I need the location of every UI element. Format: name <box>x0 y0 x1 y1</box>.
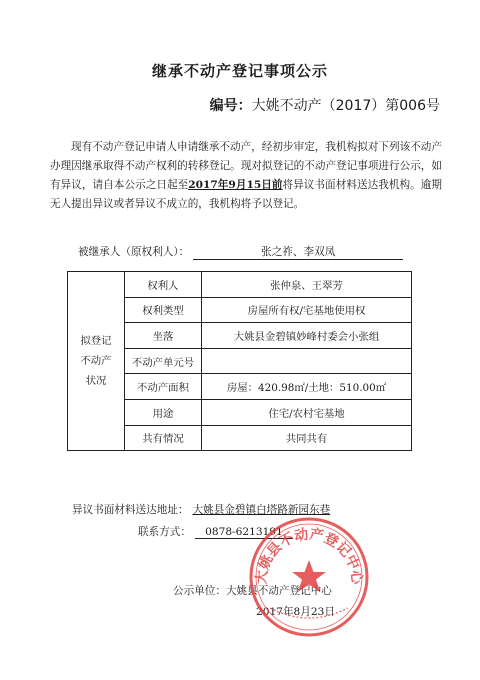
row-value <box>202 348 412 374</box>
side-label-line: 状况 <box>85 375 107 388</box>
address-value: 大姚县金碧镇白塔路新园东巷 <box>192 504 331 516</box>
row-label: 权利人 <box>125 272 202 298</box>
document-number-value: 大姚不动产（2017）第006号 <box>251 98 440 114</box>
property-table <box>67 271 412 451</box>
objection-address <box>72 502 330 517</box>
row-label: 权利类型 <box>125 297 202 323</box>
unit-label: 公示单位： <box>173 585 226 597</box>
seal-star-icon <box>292 560 326 592</box>
row-value: 房屋：420.98㎡/土地：510.00㎡ <box>202 374 412 400</box>
table-row <box>68 272 412 298</box>
row-label: 坐落 <box>125 323 202 349</box>
contact-value: 0878-6213191 <box>195 526 293 539</box>
notice-paragraph <box>50 138 442 214</box>
heir-value: 张之祚、李双凤 <box>193 244 403 260</box>
address-label: 异议书面材料送达地址： <box>72 504 189 516</box>
row-label: 共有情况 <box>125 425 202 451</box>
row-label: 用途 <box>125 399 202 425</box>
paragraph-text-after: 将异议书面材料送达我机构。逾期无人提出异议或者异议不成立的，我机构将予以登记。 <box>50 179 442 210</box>
row-label: 不动产单元号 <box>125 348 202 374</box>
contact-label: 联系方式： <box>138 526 191 538</box>
row-label: 不动产面积 <box>125 374 202 400</box>
seal-text: 大姚县不动产登记中心 <box>253 526 365 586</box>
row-value: 房屋所有权/宅基地使用权 <box>202 297 412 323</box>
objection-deadline: 2017年9月15日前 <box>188 179 283 191</box>
document-number-label: 编号： <box>209 98 252 114</box>
official-seal-icon <box>248 516 370 638</box>
row-value: 住宅/农村宅基地 <box>202 399 412 425</box>
table-side-label <box>68 272 125 451</box>
unit-value: 大姚县不动产登记中心 <box>225 585 332 597</box>
row-value: 共同共有 <box>202 425 412 451</box>
side-label-line: 不动产 <box>80 355 112 368</box>
document-number <box>210 95 440 115</box>
row-value: 大姚县金碧镇妙峰村委会小张组 <box>202 323 412 349</box>
heir-label: 被继承人（原权利人）： <box>78 246 190 258</box>
notice-date: 2017年8月23日 <box>256 606 335 618</box>
paragraph-text-before: 现有不动产登记申请人申请继承不动产，经初步审定，我机构拟对下列该不动产办理因继承取得不动产权利的转移登记。现对拟登记的不动产登记事项进行公示，如有异议，请自本公示之日起至 <box>50 141 442 191</box>
heir-line <box>78 244 403 260</box>
row-value: 张仲泉、王翠芳 <box>202 272 412 298</box>
page-title: 继承不动产登记事项公示 <box>151 62 328 80</box>
side-label-line: 拟登记 <box>80 335 112 348</box>
